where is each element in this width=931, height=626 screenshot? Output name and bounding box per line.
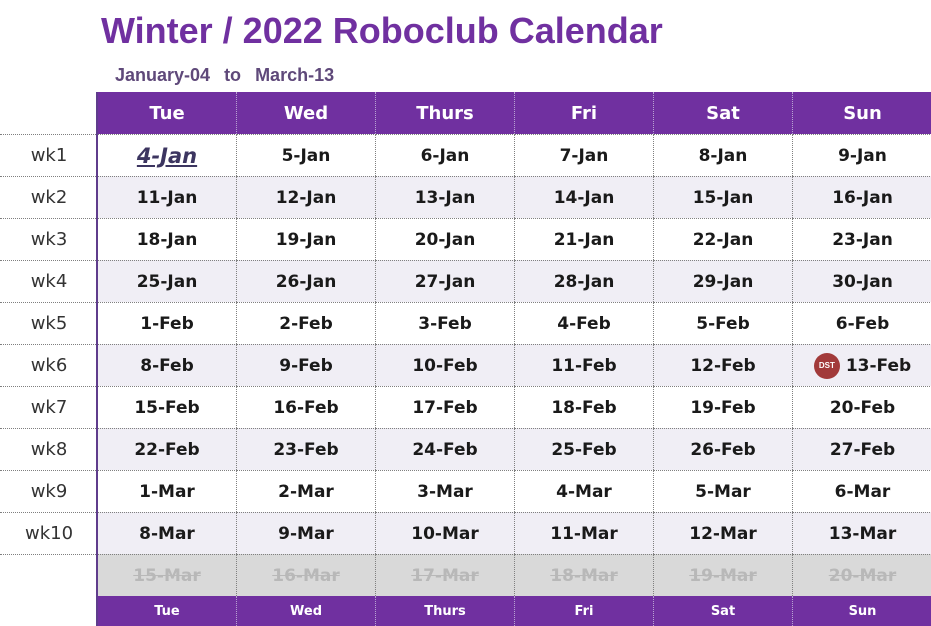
week-label: wk2	[0, 176, 96, 218]
date-cell[interactable]: 13-Mar	[793, 512, 931, 554]
week-row	[0, 386, 931, 428]
footer-day: Tue	[98, 596, 237, 626]
date-cell[interactable]: 23-Feb	[237, 428, 376, 470]
date-cell[interactable]: 30-Jan	[793, 260, 931, 302]
range-end: March-13	[255, 65, 335, 85]
week-label: wk5	[0, 302, 96, 344]
date-cell[interactable]: 2-Feb	[237, 302, 376, 344]
date-cell[interactable]: 22-Feb	[98, 428, 237, 470]
date-cell[interactable]: 18-Jan	[98, 218, 237, 260]
date-cell[interactable]: 8-Feb	[98, 344, 237, 386]
date-cell[interactable]: 3-Mar	[376, 470, 515, 512]
date-cell[interactable]: 5-Feb	[654, 302, 793, 344]
date-cell[interactable]: 12-Jan	[237, 176, 376, 218]
week-label: wk9	[0, 470, 96, 512]
date-cell[interactable]: 16-Jan	[793, 176, 931, 218]
date-cell[interactable]: 12-Mar	[654, 512, 793, 554]
date-cell[interactable]: 22-Jan	[654, 218, 793, 260]
footer-day: Sat	[654, 596, 793, 626]
week-row	[0, 428, 931, 470]
dst-badge-icon: DST	[814, 353, 840, 379]
footer-day: Wed	[237, 596, 376, 626]
date-label: 13-Feb	[845, 355, 912, 376]
header-day: Sun	[843, 102, 882, 124]
date-cell[interactable]: 8-Mar	[98, 512, 237, 554]
date-cell[interactable]: 2-Mar	[237, 470, 376, 512]
date-cell[interactable]: 4-Feb	[515, 302, 654, 344]
week-row	[0, 344, 931, 386]
date-cell-disabled: 20-Mar	[793, 554, 931, 596]
date-cell[interactable]: 7-Jan	[515, 134, 654, 176]
page-title: Winter / 2022 Roboclub Calendar	[101, 10, 663, 51]
date-cell[interactable]: 19-Jan	[237, 218, 376, 260]
week-row	[0, 302, 931, 344]
date-cell[interactable]: 25-Feb	[515, 428, 654, 470]
date-cell[interactable]: 25-Jan	[98, 260, 237, 302]
date-cell[interactable]: 1-Feb	[98, 302, 237, 344]
date-cell[interactable]: 21-Jan	[515, 218, 654, 260]
date-range	[115, 64, 334, 86]
footer-day: Thurs	[376, 596, 515, 626]
date-cell[interactable]: 15-Jan	[654, 176, 793, 218]
date-cell[interactable]: 23-Jan	[793, 218, 931, 260]
date-cell[interactable]: 1-Mar	[98, 470, 237, 512]
date-cell[interactable]: 9-Mar	[237, 512, 376, 554]
week-label: wk1	[0, 134, 96, 176]
week-row	[0, 218, 931, 260]
date-cell[interactable]: 17-Feb	[376, 386, 515, 428]
week-label: wk8	[0, 428, 96, 470]
week-label: wk7	[0, 386, 96, 428]
range-to: to	[224, 65, 242, 85]
date-cell[interactable]: 6-Feb	[793, 302, 931, 344]
header-spacer	[0, 92, 96, 134]
week-row	[0, 176, 931, 218]
date-cell[interactable]: 15-Feb	[98, 386, 237, 428]
week-row	[0, 512, 931, 554]
date-cell-disabled: 17-Mar	[376, 554, 515, 596]
date-cell-today[interactable]	[98, 134, 237, 176]
date-cell[interactable]: 26-Jan	[237, 260, 376, 302]
week-label: wk6	[0, 344, 96, 386]
footer-spacer	[0, 596, 96, 626]
date-cell[interactable]: 8-Jan	[654, 134, 793, 176]
date-cell-disabled: 16-Mar	[237, 554, 376, 596]
out-of-range-row	[0, 554, 931, 596]
header-day: Wed	[237, 92, 376, 134]
date-cell[interactable]: 6-Jan	[376, 134, 515, 176]
date-cell-disabled: 15-Mar	[98, 554, 237, 596]
header-row	[0, 92, 931, 134]
date-cell[interactable]: 5-Jan	[237, 134, 376, 176]
date-cell[interactable]: 19-Feb	[654, 386, 793, 428]
date-cell[interactable]: 10-Mar	[376, 512, 515, 554]
date-cell[interactable]: 9-Jan	[793, 134, 931, 176]
week-row	[0, 470, 931, 512]
date-cell[interactable]: 18-Feb	[515, 386, 654, 428]
week-row	[0, 260, 931, 302]
today-date: 4-Jan	[136, 143, 198, 168]
footer-day: Fri	[515, 596, 654, 626]
date-cell[interactable]: 11-Mar	[515, 512, 654, 554]
footer-row	[0, 596, 931, 626]
date-cell[interactable]: 4-Mar	[515, 470, 654, 512]
week-label: wk4	[0, 260, 96, 302]
footer-day: Sun	[848, 603, 877, 619]
date-cell-dst[interactable]	[793, 344, 931, 386]
date-cell[interactable]: 11-Feb	[515, 344, 654, 386]
date-cell[interactable]: 3-Feb	[376, 302, 515, 344]
date-cell[interactable]: 10-Feb	[376, 344, 515, 386]
date-cell[interactable]: 13-Jan	[376, 176, 515, 218]
date-cell-disabled: 19-Mar	[654, 554, 793, 596]
date-cell[interactable]: 27-Feb	[793, 428, 931, 470]
date-cell[interactable]: 5-Mar	[654, 470, 793, 512]
date-cell[interactable]: 20-Jan	[376, 218, 515, 260]
week-label: wk10	[0, 512, 96, 554]
date-cell[interactable]: 26-Feb	[654, 428, 793, 470]
date-cell[interactable]: 24-Feb	[376, 428, 515, 470]
header-day: Tue	[98, 92, 237, 134]
date-cell-disabled: 18-Mar	[515, 554, 654, 596]
date-cell[interactable]: 20-Feb	[793, 386, 931, 428]
week-label	[0, 554, 96, 596]
week-row	[0, 134, 931, 176]
date-cell[interactable]: 11-Jan	[98, 176, 237, 218]
date-cell[interactable]: 27-Jan	[376, 260, 515, 302]
date-cell[interactable]: 29-Jan	[654, 260, 793, 302]
header-day: Thurs	[376, 92, 515, 134]
date-cell[interactable]: 16-Feb	[237, 386, 376, 428]
date-cell[interactable]: 9-Feb	[237, 344, 376, 386]
date-cell[interactable]: 12-Feb	[654, 344, 793, 386]
header-day: Sat	[654, 92, 793, 134]
header-day: Fri	[515, 92, 654, 134]
week-label: wk3	[0, 218, 96, 260]
date-cell[interactable]: 6-Mar	[793, 470, 931, 512]
date-cell[interactable]: 28-Jan	[515, 260, 654, 302]
range-start: January-04	[115, 65, 211, 85]
date-cell[interactable]: 14-Jan	[515, 176, 654, 218]
calendar-grid	[0, 92, 931, 626]
